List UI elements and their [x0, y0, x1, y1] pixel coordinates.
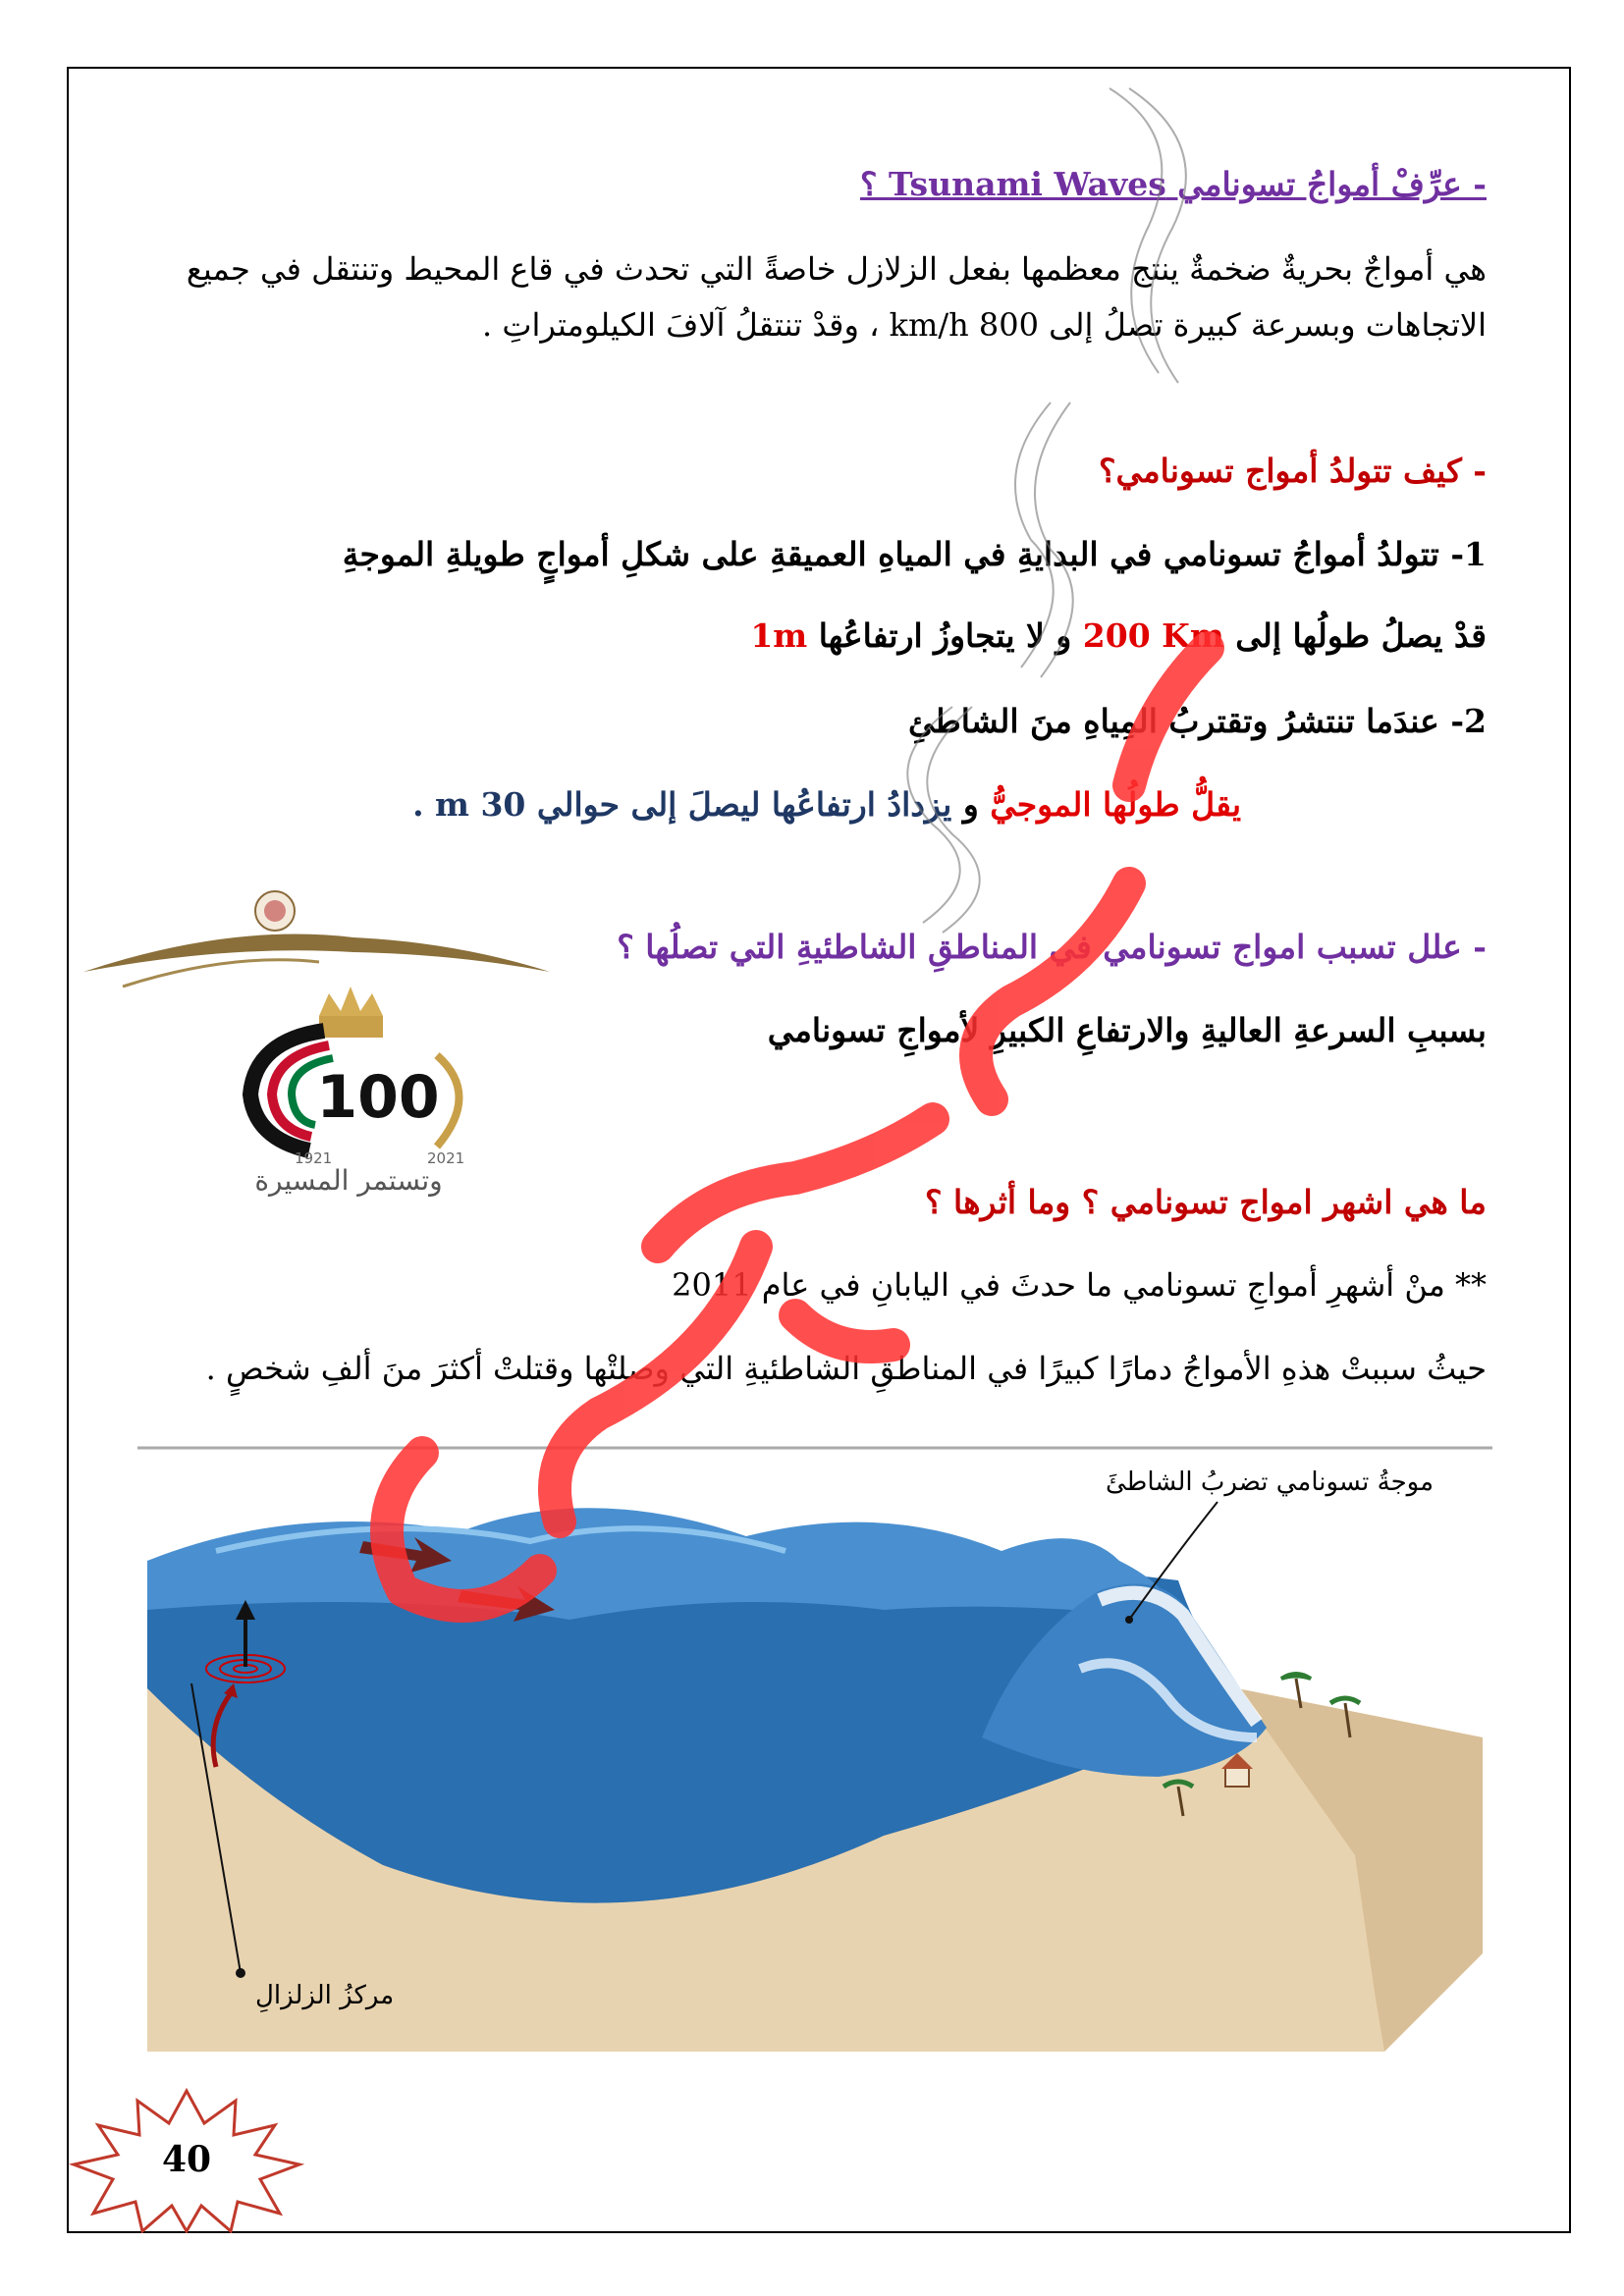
label-tsunami-hits-shore: موجةُ تسونامي تضربُ الشاطئَ [1105, 1468, 1434, 1497]
answer-reason: بسببِ السرعةِ العاليةِ والارتفاعِ الكبيرِ لأمواجِ تسونامي [767, 1011, 1487, 1049]
point-1-line-1: 1- تتولدُ أمواجُ تسونامي في البدايةِ في المياهِ العميقةِ على شكلِ أمواجٍ طويلةِ الموجةِ [342, 535, 1487, 573]
wave-height-value: 1m [750, 616, 808, 655]
point-2-and: و [962, 785, 979, 824]
height-increases: يزدادُ ارتفاعُها ليصلَ إلى حوالي 30 m . [412, 785, 952, 824]
question-reason: - علل تسبب امواج تسونامي في المناطقِ الشاطئيةِ التي تصلُها ؟ [617, 928, 1487, 966]
swoosh-shape [83, 934, 550, 972]
question-define-tsunami: - عرِّفْ أمواجُ تسونامي Tsunami Waves ؟ [860, 165, 1487, 203]
famous-line-1: ** منْ أشهرِ أمواجِ تسونامي ما حدثَ في اليابانِ في عام 2011 [672, 1266, 1487, 1304]
crown-icon [319, 987, 383, 1038]
point-1-line-2 [750, 616, 1487, 655]
famous-line-2: حيثُ سببتْ هذهِ الأمواجُ دمارًا كبيرًا في المناطقِ الشاطئيةِ التي وصلتْها وقتلتْ أكثرَ منَ ألفِ شخصٍ . [205, 1350, 1487, 1387]
point-2-line-1: 2- عندَما تنتشرُ وتقتربُ المِياهِ منَ الشاطئِ [908, 702, 1487, 740]
point-2-line-2 [412, 785, 1241, 824]
point-1-text-a: قدْ يصلُ طولُها إلى [1235, 616, 1487, 655]
definition-line-1: هي أمواجٌ بحريةٌ ضخمةٌ ينتج معظمها بفعل الزلازل خاصةً التي تحدث في قاع المحيط وتنتقل في جميع [186, 250, 1487, 288]
centennial-logo [83, 883, 555, 1198]
point-1-text-b: و لا يتجاوزُ ارتفاعُها [818, 616, 1072, 655]
question-how-formed: - كيف تتولدُ أمواج تسونامي؟ [1098, 452, 1487, 490]
wave-length-value: 200 Km [1082, 616, 1224, 655]
page-number-badge [69, 2086, 304, 2233]
page-number: 40 [161, 2139, 212, 2180]
label-epicenter: مركزُ الزلزالِ [255, 1981, 395, 2010]
logo-year-left: 1921 [295, 1149, 333, 1167]
tsunami-diagram [137, 1443, 1492, 2052]
logo-slogan: وتستمر المسيرة [254, 1164, 443, 1197]
definition-line-2: الاتجاهات وبسرعة كبيرة تصلُ إلى 800 km/h ، وقدْ تنتقلُ آلافَ الكيلومتراتِ . [481, 306, 1487, 344]
wavelength-decreases: يقلُّ طولُها الموجيُّ [990, 785, 1241, 824]
logo-year-right: 2021 [427, 1149, 465, 1167]
logo-number: 100 [316, 1063, 440, 1132]
question-famous-tsunami: ما هي اشهر امواج تسونامي ؟ وما أثرها ؟ [925, 1183, 1487, 1221]
